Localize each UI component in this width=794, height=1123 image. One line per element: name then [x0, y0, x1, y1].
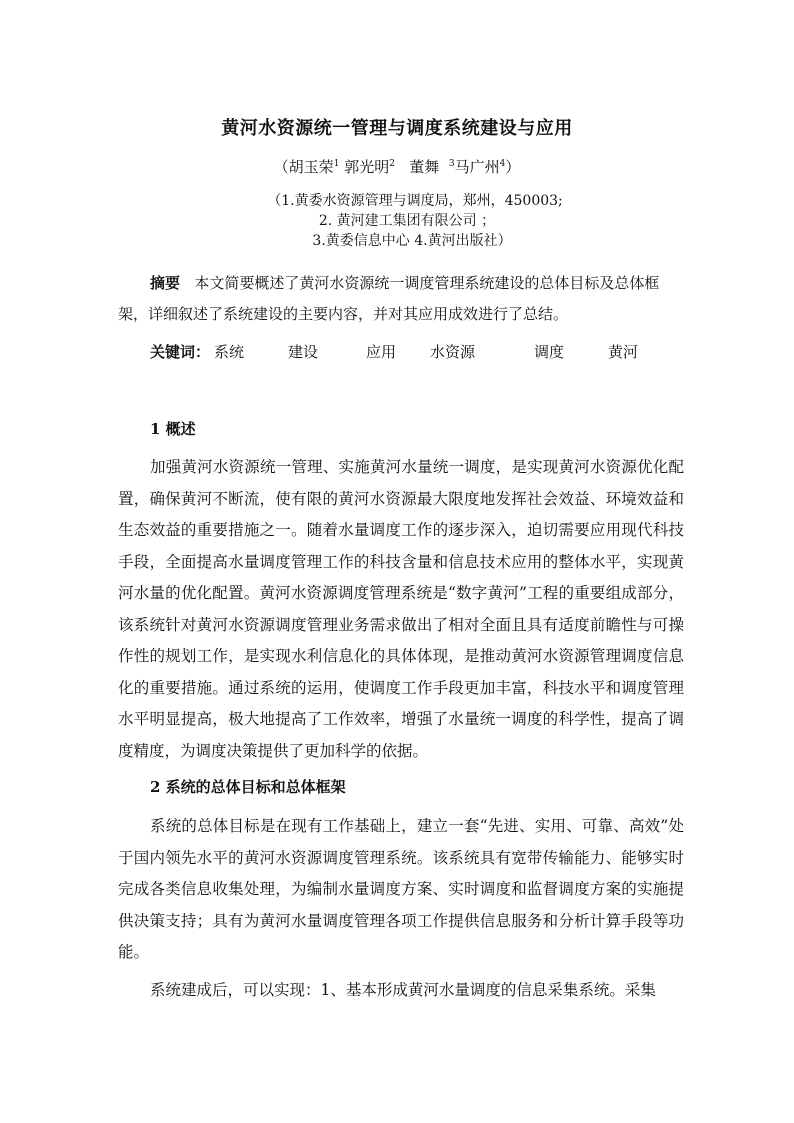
author-2-affiliation-mark: 2	[389, 159, 395, 169]
section-1-heading: 1 概述	[150, 420, 196, 438]
keyword-6: 黄河	[608, 343, 639, 361]
affiliation-2: 2. 黄河建工集团有限公司 ；	[318, 213, 496, 229]
author-2: 郭光明	[344, 158, 390, 176]
keyword-1: 系统	[214, 343, 245, 361]
affiliation-3: 3.黄委信息中心 4.黄河出版社）	[312, 233, 512, 249]
keyword-5: 调度	[534, 343, 565, 361]
author-4-affiliation-mark: 4	[499, 159, 506, 169]
keyword-4: 水资源	[430, 343, 476, 361]
abstract-text: 本文简要概述了黄河水资源统一调度管理系统建设的总体目标及总体框架，详细叙述了系统建设的主要内容，并对其应用成效进行了总结。	[118, 274, 660, 323]
author-4: 马广州	[454, 158, 500, 176]
author-1: 胡玉荣	[288, 158, 334, 176]
affiliation-1: （1.黄委水资源管理与调度局，郑州，450003;	[267, 193, 563, 209]
author-open-paren: （	[273, 158, 289, 176]
section-2-paragraph-1: 系统的总体目标是在现有工作基础上，建立一套“先进、实用、可靠、高效”处于国内领先水平的黄河水资源调度管理系统。该系统具有宽带传输能力、能够实时完成各类信息收集处理，为编制水量调度方案、实时调度和监督调度方案的实施提供决策支持；具有为黄河水量调度管理各项工作提供信息服务和分析计算手段等功能。	[118, 817, 684, 961]
author-1-affiliation-mark: 1	[333, 159, 340, 169]
keywords	[150, 340, 639, 364]
section-1-paragraph-1: 加强黄河水资源统一管理、实施黄河水量统一调度，是实现黄河水资源优化配置，确保黄河不断流，使有限的黄河水资源最大限度地发挥社会效益、环境效益和生态效益的重要措施之一。随着水量调度工作的逐步深入，迫切需要应用现代科技手段，全面提高水量调度管理工作的科技含量和信息技术应用的整体水平，实现黄河水量的优化配置。黄河水资源调度管理系统是“数字黄河”工程的重要组成部分，该系统针对黄河水资源调度管理业务需求做出了相对全面且具有适度前瞻性与可操作性的规划工作，是实现水利信息化的具体体现，是推动黄河水资源管理调度信息化的重要措施。通过系统的运用，使调度工作手段更加丰富，科技水平和调度管理水平明显提高，极大地提高了工作效率，增强了水量统一调度的科学性，提高了调度精度，为调度决策提供了更加科学的依据。	[118, 458, 684, 760]
abstract	[118, 268, 684, 330]
author-close-paren: ）	[505, 158, 521, 176]
abstract-label: 摘要	[150, 274, 181, 292]
keywords-label: 关键词：	[150, 343, 211, 361]
keyword-2: 建设	[288, 343, 319, 361]
section-2-paragraph-2: 系统建成后，可以实现：1、基本形成黄河水量调度的信息采集系统。采集	[150, 981, 656, 999]
author-3: 董舞	[409, 158, 440, 176]
section-2-heading: 2 系统的总体目标和总体框架	[150, 778, 346, 796]
keyword-3: 应用	[366, 343, 397, 361]
paper-title: 黄河水资源统一管理与调度系统建设与应用	[221, 118, 573, 139]
author-3-affiliation-mark: 3	[448, 159, 455, 169]
author-line	[0, 156, 794, 177]
